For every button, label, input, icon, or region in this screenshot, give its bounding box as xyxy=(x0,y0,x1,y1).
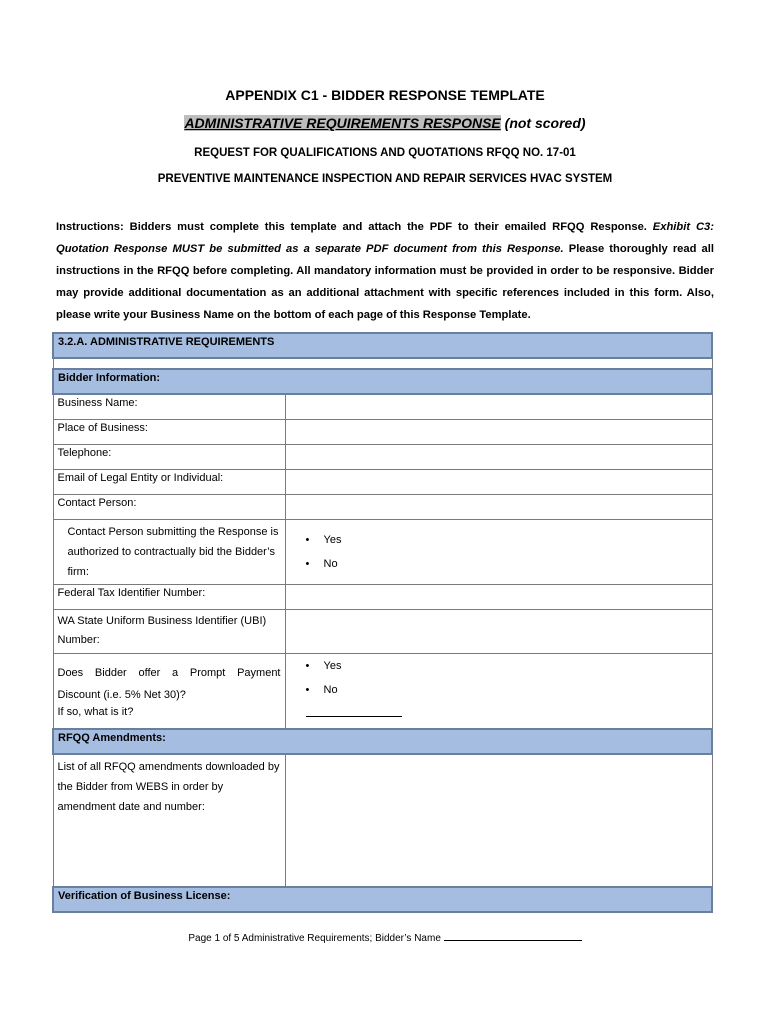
telephone-label: Telephone: xyxy=(53,444,285,469)
table-row xyxy=(53,469,712,494)
spacer-row xyxy=(53,358,712,369)
business-name-field[interactable] xyxy=(285,394,712,419)
prompt-payment-yes-option[interactable]: • Yes xyxy=(306,654,708,678)
instructions-part-3: Please thoroughly read all instructions in the RFQQ before completing. All mandatory information must be provided in order to be responsive. Bidder may provide additional documentation as an additional attachment with specific references included in this form. Also, please write your Business Name on the bottom of each page of this Response Template. xyxy=(56,243,714,321)
telephone-field[interactable] xyxy=(285,444,712,469)
administrative-requirements-table xyxy=(52,332,713,913)
prompt-payment-label xyxy=(53,653,285,729)
section-title: 3.2.A. ADMINISTRATIVE REQUIREMENTS xyxy=(53,333,712,358)
federal-tax-field[interactable] xyxy=(285,584,712,609)
subtitle-highlight: ADMINISTRATIVE REQUIREMENTS RESPONSE xyxy=(184,115,501,131)
federal-tax-label: Federal Tax Identifier Number: xyxy=(53,584,285,609)
contact-authorized-options xyxy=(285,519,712,584)
prompt-payment-amount-field[interactable] xyxy=(306,702,708,726)
contact-authorized-label: Contact Person submitting the Response is authorized to contractually bid the Bidder’s firm: xyxy=(53,519,285,584)
prompt-payment-question: Does Bidder offer a Prompt Payment Discount (i.e. 5% Net 30)? xyxy=(57,666,281,701)
ubi-label: WA State Uniform Business Identifier (UBI) Number: xyxy=(53,609,285,653)
table-row xyxy=(53,519,712,584)
prompt-payment-no-option[interactable]: • No xyxy=(306,678,708,702)
amendments-label: List of all RFQQ amendments downloaded by the Bidder from WEBS in order by amendment date and number: xyxy=(53,754,285,887)
table-row xyxy=(53,419,712,444)
bullet-icon: • xyxy=(305,659,310,672)
page-footer xyxy=(0,930,770,944)
contact-authorized-yes-option[interactable]: • Yes xyxy=(306,528,708,552)
ubi-field[interactable] xyxy=(285,609,712,653)
contact-person-label: Contact Person: xyxy=(53,494,285,519)
place-of-business-label: Place of Business: xyxy=(53,419,285,444)
table-row xyxy=(53,394,712,419)
place-of-business-field[interactable] xyxy=(285,419,712,444)
project-line: PREVENTIVE MAINTENANCE INSPECTION AND REPAIR SERVICES HVAC SYSTEM xyxy=(157,173,613,185)
verification-title: Verification of Business License: xyxy=(53,887,712,912)
table-row xyxy=(53,584,712,609)
document-subtitle xyxy=(0,115,770,131)
table-row xyxy=(53,444,712,469)
instructions-part-2: Exhibit C3: Quotation Response MUST be submitted as a separate PDF document from this Response. xyxy=(56,221,714,255)
prompt-payment-options xyxy=(285,653,712,729)
section-header-row xyxy=(53,333,712,358)
email-label: Email of Legal Entity or Individual: xyxy=(53,469,285,494)
request-line: REQUEST FOR QUALIFICATIONS AND QUOTATIONS RFQQ NO. 17-01 xyxy=(194,147,576,159)
contact-person-field[interactable] xyxy=(285,494,712,519)
appendix-title: APPENDIX C1 - BIDDER RESPONSE TEMPLATE xyxy=(225,87,545,103)
amendments-title: RFQQ Amendments: xyxy=(53,729,712,754)
table-row xyxy=(53,494,712,519)
footer-text: Page 1 of 5 Administrative Requirements; Bidder’s Name xyxy=(188,933,444,944)
bidder-info-header-row xyxy=(53,369,712,394)
instructions-paragraph xyxy=(56,216,714,326)
business-name-label: Business Name: xyxy=(53,394,285,419)
bullet-icon: • xyxy=(305,557,310,570)
verification-header-row xyxy=(53,887,712,912)
table-row xyxy=(53,754,712,887)
bidder-info-title: Bidder Information: xyxy=(53,369,712,394)
amendments-header-row xyxy=(53,729,712,754)
prompt-payment-if: If so, what is it? xyxy=(57,705,134,718)
bullet-icon: • xyxy=(305,683,310,696)
table-row xyxy=(53,653,712,729)
instructions-part-1: Instructions: Bidders must complete this template and attach the PDF to their emailed RFQQ Response. xyxy=(56,221,653,233)
table-row xyxy=(53,609,712,653)
bullet-icon: • xyxy=(305,533,310,546)
bidder-name-blank[interactable] xyxy=(444,930,582,941)
email-field[interactable] xyxy=(285,469,712,494)
contact-authorized-no-option[interactable]: • No xyxy=(306,552,708,576)
amendments-field[interactable] xyxy=(285,754,712,887)
subtitle-not-scored: (not scored) xyxy=(500,115,586,131)
